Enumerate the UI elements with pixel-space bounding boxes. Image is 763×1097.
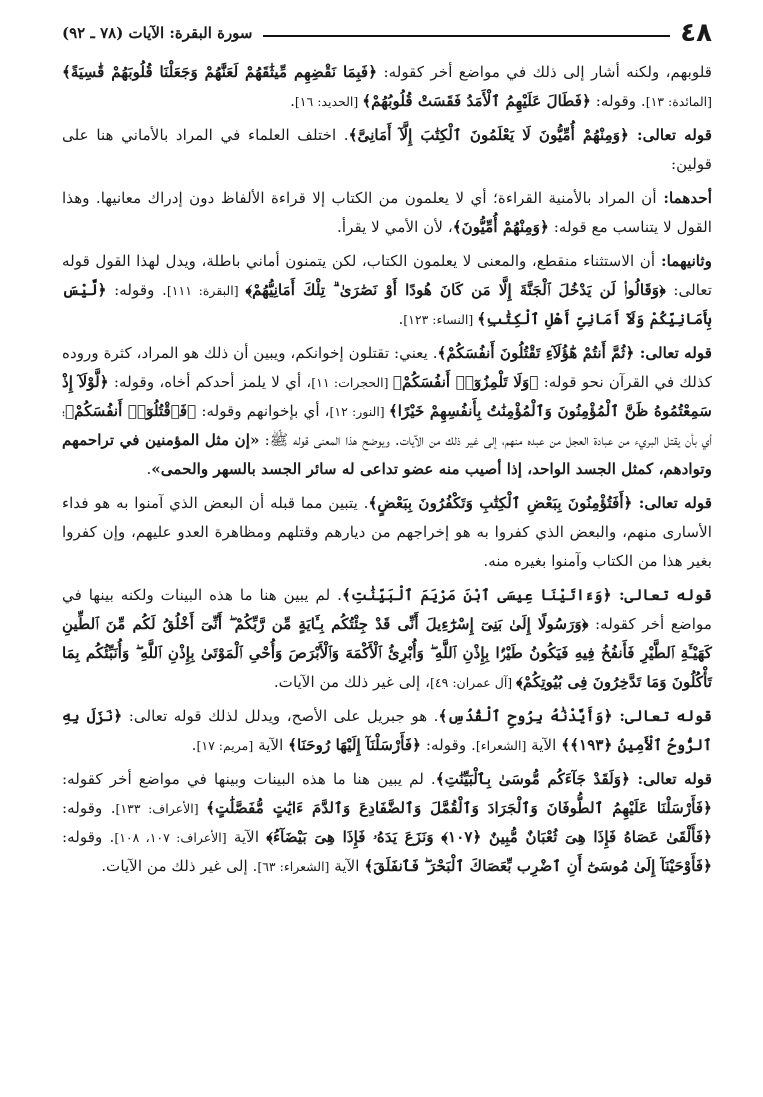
quran-verse: ﴿وَلَقَدْ جَآءَكُم مُّوسَىٰ بِٱلْبَيِّنَٰتِ﴾: [435, 770, 630, 788]
text: . وقوله:: [106, 281, 167, 299]
quran-verse: ﴿فَبِمَا نَقْضِهِم مِّيثَٰقَهُمْ لَعَنَّٰهُمْ وَجَعَلْنَا قُلُوبَهُمْ قَٰسِيَةً﴾: [62, 63, 378, 81]
citation: [الأعراف: ١٣٣]: [115, 801, 207, 816]
citation: [البقرة: ١١١]: [166, 283, 246, 298]
paragraph-8: [62, 702, 712, 760]
text: . وقوله:: [62, 799, 116, 817]
lead-phrase: قوله تعالى:: [634, 344, 712, 362]
quran-verse: ﴿نَزَلَ بِهِ ٱلرُّوحُ ٱلْأَمِينُ ﴿١٩٣﴾﴾: [62, 707, 712, 754]
text: . يتبين مما قبله أن البعض الذي آمنوا به هو فداء الأسارى منهم، والبعض الذي كفروا به هو إخراجهم من ديارهم وقتلهم ومظاهرة العدو عليهم، وإن كفروا بغير هذا من الكتاب وآمنوا بغيره منه.: [62, 494, 712, 570]
paragraph-7: [62, 581, 712, 697]
paragraph-4: [62, 247, 712, 334]
paragraph-5: [62, 339, 712, 484]
text: . يعني: تقتلون إخوانكم، ويبين أن ذلك هو المراد، كثرة وروده كذلك في القرآن نحو قوله:: [62, 344, 713, 391]
quran-verse: ﴿وَمِنْهُمْ أُمِّيُّونَ لَا يَعْلَمُونَ ٱلْكِتَٰبَ إِلَّآ أَمَانِىَّ﴾: [348, 126, 629, 144]
page-header: [62, 14, 712, 52]
lead-phrase: قوله تعالى:: [612, 707, 712, 725]
lead-phrase: قوله تعالى:: [632, 494, 712, 512]
text: الآية: [226, 828, 267, 846]
text: أن الاستثناء منقطع، والمعنى لا يعلمون الكتاب، لكن يتمنون أماني باطلة، ويدل لهذا القول قوله تعالى:: [62, 252, 712, 299]
lead-phrase: قوله تعالى:: [628, 126, 712, 144]
text: . لم يبين هنا ما هذه البينات ولكنه بينها في مواضع أخر كقوله:: [62, 586, 713, 633]
quran-verse: ﴿فَٱقْتُلُوٓا۟ أَنفُسَكُمْ﴾: [65, 402, 197, 420]
page-body: [62, 58, 712, 881]
quran-verse: ﴿وَرَسُولًا إِلَىٰ بَنِىٓ إِسْرَٰٓءِيلَ أَنِّى قَدْ جِئْتُكُم بِـَٔايَةٍ مِّن رَّبِّكُمْ ۖ أَنِّىٓ أَخْلُقُ لَكُم مِّنَ ٱلطِّينِ كَهَيْـَٔةِ ٱلطَّيْرِ فَأَنفُخُ فِيهِ فَيَكُونُ طَيْرًۢا بِإِذْنِ ٱللَّهِ ۖ وَأُبْرِئُ ٱلْأَكْمَهَ وَٱلْأَبْرَصَ وَأُحْىِ ٱلْمَوْتَىٰ بِإِذْنِ ٱللَّهِ ۖ وَأُنَبِّئُكُم بِمَا تَأْكُلُونَ وَمَا تَدَّخِرُونَ فِى بُيُوتِكُمْ﴾: [62, 615, 712, 691]
citation: [النور: ١٢]: [329, 404, 389, 419]
citation: [مريم: ١٧]: [196, 738, 254, 753]
citation: [الحديد: ١٦]: [294, 94, 363, 109]
citation: [آل عمران: ٤٩]: [430, 675, 517, 690]
paragraph-2: [62, 121, 712, 179]
lead-phrase: وثانيهما:: [655, 252, 712, 270]
paragraph-3: [62, 184, 712, 242]
paragraph-6: [62, 489, 712, 576]
quran-verse: ﴿وَقَالُوا۟ لَن يَدْخُلَ ٱلْجَنَّةَ إِلَّا مَن كَانَ هُودًا أَوْ نَصَٰرَىٰ ۗ تِلْكَ أَمَانِيُّهُمْ﴾: [245, 281, 666, 299]
citation: [النساء: ١٢٣]: [403, 312, 478, 327]
quran-verse: ﴿ثُمَّ أَنتُمْ هَٰٓؤُلَآءِ تَقْتُلُونَ أَنفُسَكُمْ﴾: [437, 344, 635, 362]
lead-phrase: قوله تعالى:: [611, 586, 712, 604]
quran-verse: ﴿وَمِنْهُمْ أُمِّيُّونَ﴾: [452, 218, 549, 236]
book-page: [62, 14, 712, 1084]
text: .: [398, 310, 404, 328]
quran-verse: ﴿فَأَلْقَىٰ عَصَاهُ فَإِذَا هِىَ ثُعْبَانٌ مُّبِينٌ ﴿١٠٧﴾ وَنَزَعَ يَدَهُۥ فَإِذَا هِىَ بَيْضَآءُ﴾: [266, 828, 713, 846]
paragraph-1: [62, 58, 712, 116]
text: .: [290, 92, 295, 110]
text: .: [146, 460, 152, 478]
quran-verse: ﴿لَّوْلَآ إِذْ سَمِعْتُمُوهُ ظَنَّ ٱلْمُؤْمِنُونَ وَٱلْمُؤْمِنَٰتُ بِأَنفُسِهِمْ خَيْرًا﴾: [62, 373, 712, 420]
citation: [الشعراء]: [475, 738, 527, 753]
running-head: سورة البقرة: الآيات (٧٨ ـ ٩٢): [62, 24, 253, 42]
hadith-quote: «إن مثل المؤمنين في تراحمهم وتوادهم، كمثل الجسد الواحد، إذا أصيب منه عضو تداعى له سائر الجسد بالسهر والحمى»: [62, 431, 712, 478]
text: .: [191, 736, 197, 754]
paragraph-9: [62, 765, 712, 881]
citation: [الشعراء: ٦٣]: [257, 859, 330, 874]
text: . وقوله:: [62, 828, 115, 846]
page-number: ٤٨: [680, 18, 712, 48]
text: الآية: [329, 857, 365, 875]
citation: [الحجرات: ١١]: [311, 375, 393, 390]
lead-phrase: قوله تعالى:: [630, 770, 712, 788]
text: . وقوله:: [421, 736, 476, 754]
quran-verse: ﴿وَلَا تَلْمِزُوٓا۟ أَنفُسَكُمْ﴾: [392, 373, 539, 391]
citation: [المائدة: ١٣]: [645, 94, 712, 109]
text: ، أي لا يلمز أحدكم أخاه، وقوله:: [108, 373, 312, 391]
text: قلوبهم، ولكنه أشار إلى ذلك في مواضع أخر كقوله:: [377, 63, 712, 81]
text: ، إلى غير ذلك من الآيات.: [273, 673, 431, 691]
text: . اختلف العلماء في المراد بالأماني هنا على قولين:: [62, 126, 712, 173]
quran-verse: ﴿لَّيْسَ بِأَمَانِيِّكُمْ وَلَآ أَمَانِىِّ أَهْلِ ٱلْكِتَٰبِ﴾: [62, 281, 712, 328]
text: ، لأن الأمي لا يقرأ.: [337, 218, 453, 236]
quran-verse: ﴿فَأَوْحَيْنَآ إِلَىٰ مُوسَىٰٓ أَنِ ٱضْرِب بِّعَصَاكَ ٱلْبَحْرَ ۖ فَٱنفَلَقَ﴾: [364, 857, 712, 875]
header-rule: [263, 35, 671, 37]
quran-verse: ﴿فَأَرْسَلْنَآ إِلَيْهَا رُوحَنَا﴾: [288, 736, 422, 754]
quran-verse: ﴿أَفَتُؤْمِنُونَ بِبَعْضِ ٱلْكِتَٰبِ وَتَكْفُرُونَ بِبَعْضٍ﴾: [368, 494, 633, 512]
quran-verse: ﴿وَأَيَّدْنَٰهُ بِرُوحِ ٱلْقُدُسِ﴾: [438, 707, 613, 725]
citation: [الأعراف: ١٠٧، ١٠٨]: [114, 830, 227, 845]
text: . لم يبين هنا ما هذه البينات وبينها في مواضع أخر كقوله:: [62, 770, 436, 788]
text: أن المراد بالأمنية القراءة؛ أي لا يعلمون من الكتاب إلا قراءة الألفاظ دون إدراك معانيها. وهذا القول لا يتناسب مع قوله:: [62, 189, 712, 236]
text: الآية: [526, 736, 562, 754]
text: . إلى غير ذلك من الآيات.: [101, 857, 258, 875]
text: . وقوله:: [590, 92, 646, 110]
quran-verse: ﴿وَءَاتَيْنَا عِيسَى ٱبْنَ مَرْيَمَ ٱلْبَيِّنَٰتِ﴾: [341, 586, 612, 604]
text: . هو جبريل على الأصح، ويدلل لذلك قوله تعالى:: [122, 707, 439, 725]
lead-phrase: أحدهما:: [656, 189, 713, 207]
text: ، أي بإخوانهم وقوله:: [196, 402, 330, 420]
quran-verse: ﴿فَطَالَ عَلَيْهِمُ ٱلْأَمَدُ فَقَسَتْ قُلُوبُهُمْ﴾: [362, 92, 591, 110]
text: ؛ أي بأن يقتل البريء من عبادة العجل من عبده منهم، إلى غير ذلك من الآيات. ويوضح هذا المعنى قوله ﷺ:: [62, 402, 712, 449]
text: الآية: [253, 736, 289, 754]
quran-verse: ﴿فَأَرْسَلْنَا عَلَيْهِمُ ٱلطُّوفَانَ وَٱلْجَرَادَ وَٱلْقُمَّلَ وَٱلضَّفَادِعَ وَٱلدَّمَ ءَايَٰتٍ مُّفَصَّلَٰتٍ﴾: [206, 799, 712, 817]
